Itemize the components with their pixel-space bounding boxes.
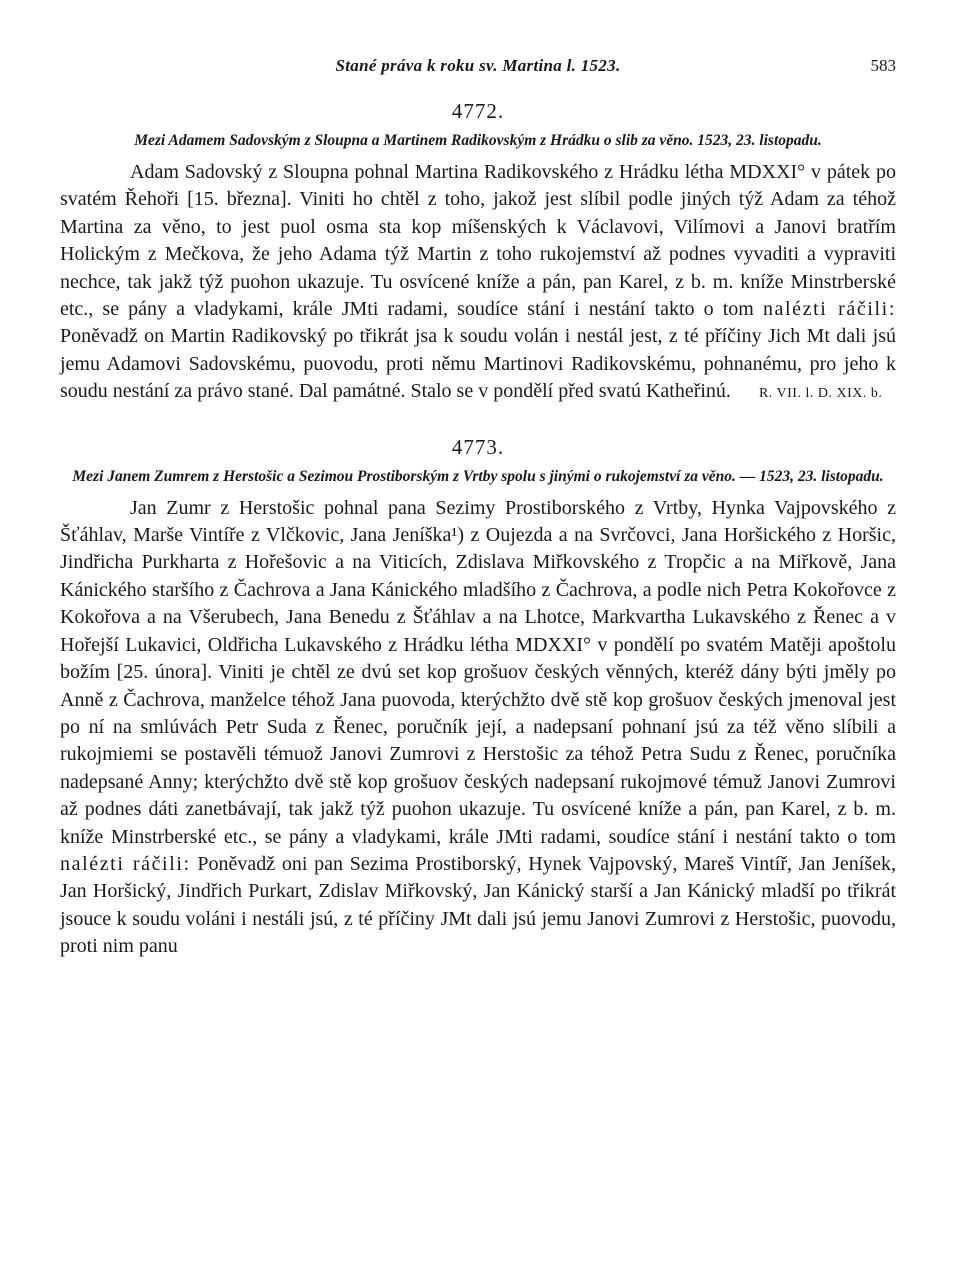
entry-text: Adam Sadovský z Sloupna pohnal Martina Radikovského z Hrádku létha MDXXI° v pátek po svatém Řehoři [15. března]. Viniti ho chtěl z toho, jakož jest slíbil podle jiných týž Adam za téhož Martina za věno, to jest puol osma sta kop míšenských k Václavovi, Vilímovi a Janovi bratřím Holickým z Mečkova, že jeho Adama týž Martin z toho rukojemství až podnes vyvaditi a vypraviti nechce, tak jakž týž puohon ukazuje. Tu osvícené kníže a pán, pan Karel, z b. m. kníže Minstrberské etc., se pány a vladykami, krále JMti radami, soudíce stání i nestání takto o tom xyxy=(60,161,896,321)
entry-body xyxy=(60,495,896,961)
entry-summary: Mezi Janem Zumrem z Herstošic a Sezimou Prostiborským z Vrtby spolu s jinými o rukojemství za věno. — 1523, 23. listopadu. xyxy=(72,467,884,485)
entry-text: Poněvadž oni pan Sezima Prostiborský, Hynek Vajpovský, Mareš Vintíř, Jan Jeníšek, Jan Horšický, Jindřich Purkart, Zdislav Miřkovský, Jan Kánický starší a Jan Kánický mladší po třikrát jsouce k soudu voláni i nestáli jsú, z té příčiny JMt dali jsú jemu Janovi Zumrovi z Herstošic, puovodu, proti nim panu xyxy=(60,852,896,958)
entry-number: 4773. xyxy=(451,434,505,459)
document-page xyxy=(60,40,896,1260)
archival-signature: R. VII. l. D. XIX. b. xyxy=(758,386,883,402)
entry-summary: Mezi Adamem Sadovským z Sloupna a Martinem Radikovským z Hrádku o slib za věno. 1523, 23. listopadu. xyxy=(134,132,822,149)
entry-text: Jan Zumr z Herstošic pohnal pana Sezimy Prostiborského z Vrtby, Hynka Vajpovského z Šťáhlav, Marše Vintíře z Vlčkovic, Jana Jeníška¹) z Oujezda a na Svrčovci, Jana Horšického z Horšic, Jindřicha Purkharta z Hořešovic a na Viticích, Zdislava Miřkovského z Tropčic a na Miřkově, Jana Kánického staršího z Čachrova a Jana Kánického mladšího z Čachrova, a podle nich Petra Kokořovce z Kokořova a na Všerubech, Jana Benedu z Šťáhlav a na Lhotce, Markvartha Lukavského z Řenec a v Hořejší Lukavici, Oldřicha Lukavského z Hrádku létha MDXXI° v pondělí po svatém Matěji apoštolu božím [25. února]. Viniti je chtěl ze dvú set kop grošuov českých věnných, kteréž dány býti jměly po Anně z Čachrova, manželce téhož Jana puovoda, kterýchžto dvě stě kop grošuov českých jmenoval jest po ní na smlúvách Petr Suda z Řenec, poručník její, a nadepsaní pohnaní jsú za též věno slíbili a rukojmiemi se postavěli témuož Janovi Zumrovi z Herstošic za téhož Petra Sudu z Řenec, poručníka nadepsané Anny; kterýchžto dvě stě kop grošuov českých nadepsaní rukojmové témuž Janovi Zumrovi až podnes dáti zanetbávají, tak jakž týž puohon ukazuje. Tu osvícené kníže a pán, pan Karel, z b. m. kníže Minstrberské etc., se pány a vladykami, krále JMti radami, soudíce stání i nestání takto o tom xyxy=(60,496,896,848)
running-title: Stané práva k roku sv. Martina l. 1523. xyxy=(335,56,621,75)
spaced-phrase: nalézti ráčili: xyxy=(60,852,191,875)
running-header xyxy=(60,40,896,84)
entry-number: 4772. xyxy=(451,99,505,123)
entry-4772 xyxy=(60,98,896,408)
spaced-phrase: nalézti ráčili: xyxy=(762,298,896,321)
entry-4773 xyxy=(60,434,896,961)
entry-text: Poněvadž on Martin Radikovský po třikrát jsa k soudu volán i nestál jest, z té příčiny Jich Mt dali jsú jemu Adamovi Sadovskému, puovodu, proti němu Martinovi Radikovskému, pohnanému, pro jeho k soudu nestání za právo stané. Dal památné. Stalo se v pondělí před svatú Katheřinú. xyxy=(60,325,896,403)
page-number: 583 xyxy=(870,56,896,75)
entry-body xyxy=(60,159,896,408)
